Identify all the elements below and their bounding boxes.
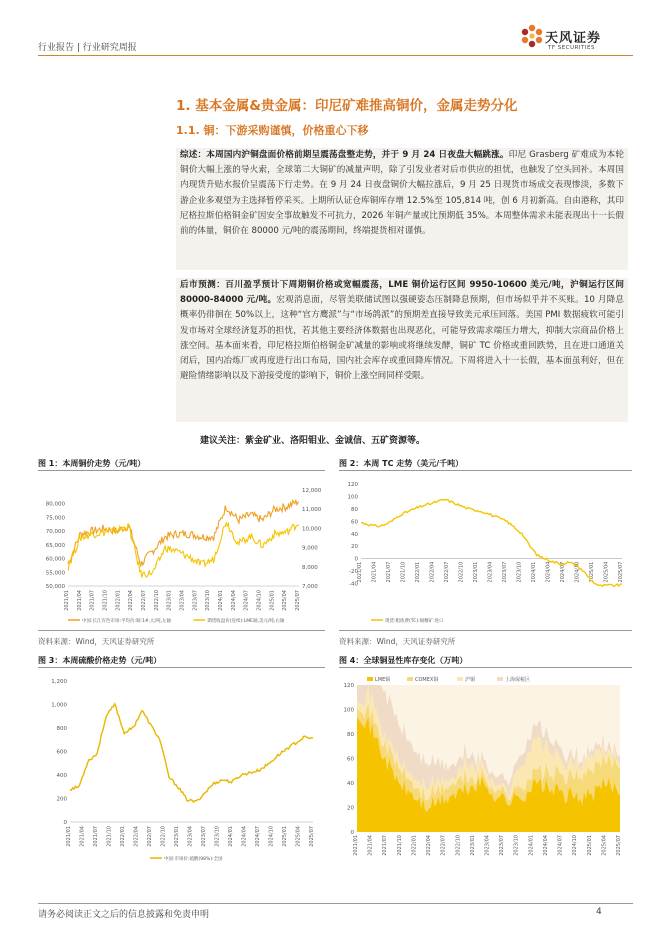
- y-tick-right: 11,000: [302, 507, 322, 514]
- x-tick: 2021/04: [371, 561, 378, 583]
- x-tick: 2022/01: [115, 590, 122, 611]
- y-tick: 60: [347, 756, 354, 763]
- legend-swatch: [407, 677, 413, 681]
- subsection-heading: 1.1. 铜：下游采购谨慎，价格重心下移: [176, 124, 369, 137]
- x-tick: 2021/07: [89, 590, 96, 611]
- series-line: [68, 500, 299, 566]
- legend-label: 现货:粗炼费(TC):铜精矿:进口: [385, 619, 444, 624]
- fig2-source: 资料来源：Wind，天风证券研究所: [339, 637, 456, 646]
- x-tick: 2025/07: [616, 835, 622, 856]
- summary-paragraph: [176, 148, 628, 270]
- x-tick: 2021/01: [66, 826, 72, 847]
- x-tick: 2023/04: [484, 835, 491, 856]
- x-tick: 2021/01: [357, 561, 363, 583]
- x-tick: 2022/04: [133, 826, 140, 847]
- x-tick: 2022/10: [455, 835, 462, 856]
- summary-body: 印尼 Grasberg 矿难成为本轮铜价大幅上涨的导火索，全球第二大铜矿的减量声明，除了引发业者对后市供应的担忧，也触发了空头回补。本周国内现货升贴水报价呈震荡下行走势。在 9 月 24 日夜盘铜价大幅拉涨后，9 月 25 日现货市场成交表现惨淡，多数下游企业多观望为主选择暂停采买。上期所认证仓库铜库存增 12.5%至 105,814 吨，创 6 月初新高。自由港称，其印尼格拉斯伯格铜金矿因安全事故触发不可抗力，2026 年铜产量或比预期低 35%。本周整体需求未能表现出十一长假前的体量，铜价在 80000 元/吨的震荡期间，终端提货相对谨慎。: [180, 150, 624, 237]
- x-tick: 2022/01: [415, 561, 421, 583]
- legend-label: COMEX铜: [415, 677, 439, 683]
- y-tick-left: 55,000: [45, 570, 65, 577]
- x-tick: 2023/07: [499, 835, 506, 856]
- x-tick: 2025/01: [589, 561, 595, 583]
- legend-swatch: [367, 677, 373, 681]
- x-tick: 2024/07: [560, 561, 566, 583]
- y-tick: 100: [347, 494, 358, 501]
- y-tick-left: 70,000: [45, 529, 65, 536]
- x-tick: 2023/01: [166, 590, 173, 611]
- chart-svg: [38, 671, 325, 866]
- y-tick-left: 60,000: [45, 556, 65, 563]
- chart-svg: [339, 671, 632, 866]
- x-tick: 2023/01: [469, 835, 476, 856]
- x-tick: 2021/10: [396, 835, 403, 856]
- x-tick: 2023/07: [192, 590, 199, 611]
- x-tick: 2023/07: [201, 826, 207, 847]
- fig4-rule: [339, 667, 632, 668]
- x-tick: 2024/04: [241, 826, 248, 847]
- x-tick: 2021/10: [400, 561, 407, 583]
- header-breadcrumb: 行业报告 | 行业研究周报: [38, 43, 137, 53]
- recommendation: 建议关注：紫金矿业、洛阳钼业、金诚信、五矿资源等。: [200, 436, 426, 446]
- x-tick: 2021/04: [76, 590, 83, 611]
- x-tick: 2021/07: [386, 561, 392, 583]
- x-tick: 2025/04: [295, 826, 302, 847]
- y-tick: 20: [351, 544, 358, 551]
- page-number: 4: [596, 907, 602, 917]
- y-tick-left: 75,000: [45, 515, 65, 522]
- y-tick: 60: [351, 519, 358, 526]
- series-line: [70, 704, 313, 802]
- fig2-rule: [339, 470, 632, 471]
- fig3-title: 图 3：本周硫酸价格走势（元/吨）: [38, 656, 162, 665]
- y-tick: 100: [343, 707, 354, 714]
- chart-copper-inventory: [339, 671, 632, 866]
- forecast-body: 宏观消息面，尽管美联储试图以强硬姿态压制降息预期，但市场似乎并不买账。10 月降息概率仍徘徊在 50%以上，这种“官方鹰派”与“市场鸽派”的预期差直接导致美元承压回落。美国 PMI 数据疲软可能引发市场对全球经济复苏的担忧，若其他主要经济体数据也出现恶化，可能导致需求端压力增大，抑制大宗商品价格上涨空间。基本面来看，印尼格拉斯伯格铜金矿减量的影响或将继续发酵，铜矿 TC 价格或重回跌势，且在进口通道关闭后，国内冶炼厂或再度进行出口布局，国内社会库存或重回降库情况。下周将进入十一长假，基本面虽利好，但在避险情绪影响以及下游接受度的影响下，铜价上涨空间同样受限。: [180, 295, 624, 382]
- logo-text-cn: 天风证券: [545, 31, 602, 46]
- x-tick: 2021/01: [353, 835, 359, 856]
- y-tick-left: 80,000: [45, 501, 65, 508]
- x-tick: 2024/10: [256, 590, 263, 611]
- chart-tc: [339, 474, 632, 626]
- fig3-rule: [38, 667, 325, 668]
- x-tick: 2022/07: [444, 561, 450, 583]
- chart-sulfuric-acid: [38, 671, 325, 866]
- x-tick: 2025/01: [269, 590, 276, 611]
- fig4-title: 图 4：全球铜显性库存变化（万吨）: [339, 656, 468, 665]
- y-tick: 120: [343, 683, 354, 689]
- x-tick: 2021/10: [106, 826, 113, 847]
- y-tick-right: 12,000: [302, 488, 322, 494]
- x-tick: 2022/04: [426, 835, 433, 856]
- x-tick: 2022/04: [128, 590, 135, 611]
- y-tick: 40: [347, 781, 354, 787]
- y-tick: 600: [56, 749, 67, 756]
- x-tick: 2022/10: [153, 590, 160, 611]
- fig1-bottom-rule: [38, 630, 325, 631]
- legend-label: 期货收盘价(连续):LME铜,美元/吨,右轴: [207, 619, 285, 624]
- x-tick: 2025/01: [586, 835, 593, 856]
- x-tick: 2021/07: [93, 826, 99, 847]
- x-tick: 2024/07: [243, 590, 250, 611]
- y-tick: 40: [351, 531, 358, 538]
- x-tick: 2024/07: [255, 826, 261, 847]
- x-tick: 2024/10: [572, 835, 579, 856]
- x-tick: 2023/01: [174, 826, 180, 847]
- legend-swatch: [457, 677, 463, 681]
- x-tick: 2023/01: [473, 561, 479, 583]
- x-tick: 2024/01: [528, 835, 535, 856]
- legend-label: 中国:市场价:硫酸(98%):全国: [164, 857, 223, 862]
- footer-disclaimer: 请务必阅读正文之后的信息披露和免责申明: [38, 910, 210, 920]
- y-tick-right: 8,000: [302, 564, 318, 571]
- section-heading: 1. 基本金属&贵金属：印尼矿难推高铜价，金属走势分化: [176, 98, 518, 114]
- y-tick: 120: [347, 482, 358, 488]
- logo-text-en: TF SECURITIES: [548, 45, 595, 51]
- x-tick: 2021/04: [367, 835, 374, 856]
- x-tick: 2022/07: [141, 590, 147, 611]
- x-tick: 2025/01: [282, 826, 288, 847]
- y-tick: 400: [56, 773, 67, 779]
- x-tick: 2022/01: [120, 826, 126, 847]
- forecast-paragraph: [176, 278, 628, 422]
- summary-lead: 综述：本周国内沪铜盘面价格前期呈震荡盘整走势，并于 9 月 24 日夜盘大幅跳涨。: [180, 150, 509, 160]
- x-tick: 2023/04: [187, 826, 194, 847]
- x-tick: 2024/10: [268, 826, 275, 847]
- x-tick: 2023/10: [205, 590, 212, 611]
- y-tick-right: 9,000: [302, 545, 318, 552]
- legend-label: LME铜: [375, 677, 391, 683]
- chart-copper-price: [38, 474, 325, 626]
- x-tick: 2025/04: [601, 835, 608, 856]
- x-tick: 2025/07: [295, 590, 301, 611]
- x-tick: 2024/10: [574, 561, 581, 583]
- x-tick: 2021/01: [64, 590, 70, 611]
- y-tick: 1,000: [51, 702, 67, 709]
- x-tick: 2023/10: [214, 826, 221, 847]
- x-tick: 2024/01: [218, 590, 224, 611]
- legend-label: 沪铜: [465, 677, 476, 683]
- x-tick: 2021/04: [79, 826, 86, 847]
- x-tick: 2025/07: [309, 826, 315, 847]
- legend-label: 中国:长江有色市场:平均价:铜:1#,元/吨,左轴: [82, 619, 172, 624]
- x-tick: 2022/07: [147, 826, 153, 847]
- y-tick: -20: [349, 569, 358, 576]
- legend-label: 上海保税区: [505, 677, 531, 683]
- y-tick: 80: [347, 732, 354, 738]
- x-tick: 2024/04: [230, 590, 237, 611]
- legend-swatch: [497, 677, 503, 681]
- x-tick: 2023/10: [516, 561, 523, 583]
- fig2-bottom-rule: [339, 630, 632, 631]
- y-tick: 20: [347, 805, 354, 812]
- x-tick: 2024/04: [545, 561, 552, 583]
- y-tick: 800: [56, 726, 67, 732]
- y-tick-left: 65,000: [45, 542, 65, 549]
- x-tick: 2024/01: [228, 826, 234, 847]
- x-tick: 2021/07: [382, 835, 389, 856]
- fig2-title: 图 2：本周 TC 走势（美元/千吨）: [339, 459, 464, 468]
- fig1-title: 图 1：本周铜价走势（元/吨）: [38, 459, 146, 468]
- y-tick: 80: [351, 506, 358, 513]
- x-tick: 2022/04: [429, 561, 436, 583]
- x-tick: 2023/04: [179, 590, 186, 611]
- y-tick: 0: [63, 820, 67, 826]
- y-tick: 1,200: [51, 679, 67, 685]
- x-tick: 2025/04: [282, 590, 289, 611]
- chart-svg: [339, 474, 632, 626]
- x-tick: 2024/04: [542, 835, 549, 856]
- fig1-source: 资料来源：Wind，天风证券研究所: [38, 637, 155, 646]
- footer-rule: [38, 903, 633, 904]
- x-tick: 2022/01: [411, 835, 418, 856]
- x-tick: 2021/10: [102, 590, 109, 611]
- y-tick-left: 50,000: [45, 584, 65, 590]
- x-tick: 2022/10: [458, 561, 465, 583]
- y-tick-right: 7,000: [302, 584, 318, 590]
- chart-svg: [38, 474, 325, 626]
- x-tick: 2022/10: [160, 826, 167, 847]
- x-tick: 2022/07: [440, 835, 447, 856]
- fig1-rule: [38, 470, 325, 471]
- y-tick: -40: [349, 581, 358, 588]
- x-tick: 2023/10: [513, 835, 520, 856]
- x-tick: 2024/07: [557, 835, 564, 856]
- x-tick: 2023/07: [502, 561, 508, 583]
- x-tick: 2024/01: [531, 561, 537, 583]
- y-tick: 0: [354, 556, 358, 563]
- y-tick: 0: [350, 830, 354, 836]
- x-tick: 2025/07: [618, 561, 624, 583]
- y-tick-right: 10,000: [302, 526, 322, 533]
- y-tick: 200: [56, 796, 67, 803]
- x-tick: 2025/04: [603, 561, 610, 583]
- forecast-lead: 后市预测：百川盈孚预计下周期铜价格或宽幅震荡，LME 铜价运行区间 9950-10600 美元/吨，沪铜运行区间 80000-84000 元/吨。: [180, 280, 624, 306]
- x-tick: 2023/04: [487, 561, 494, 583]
